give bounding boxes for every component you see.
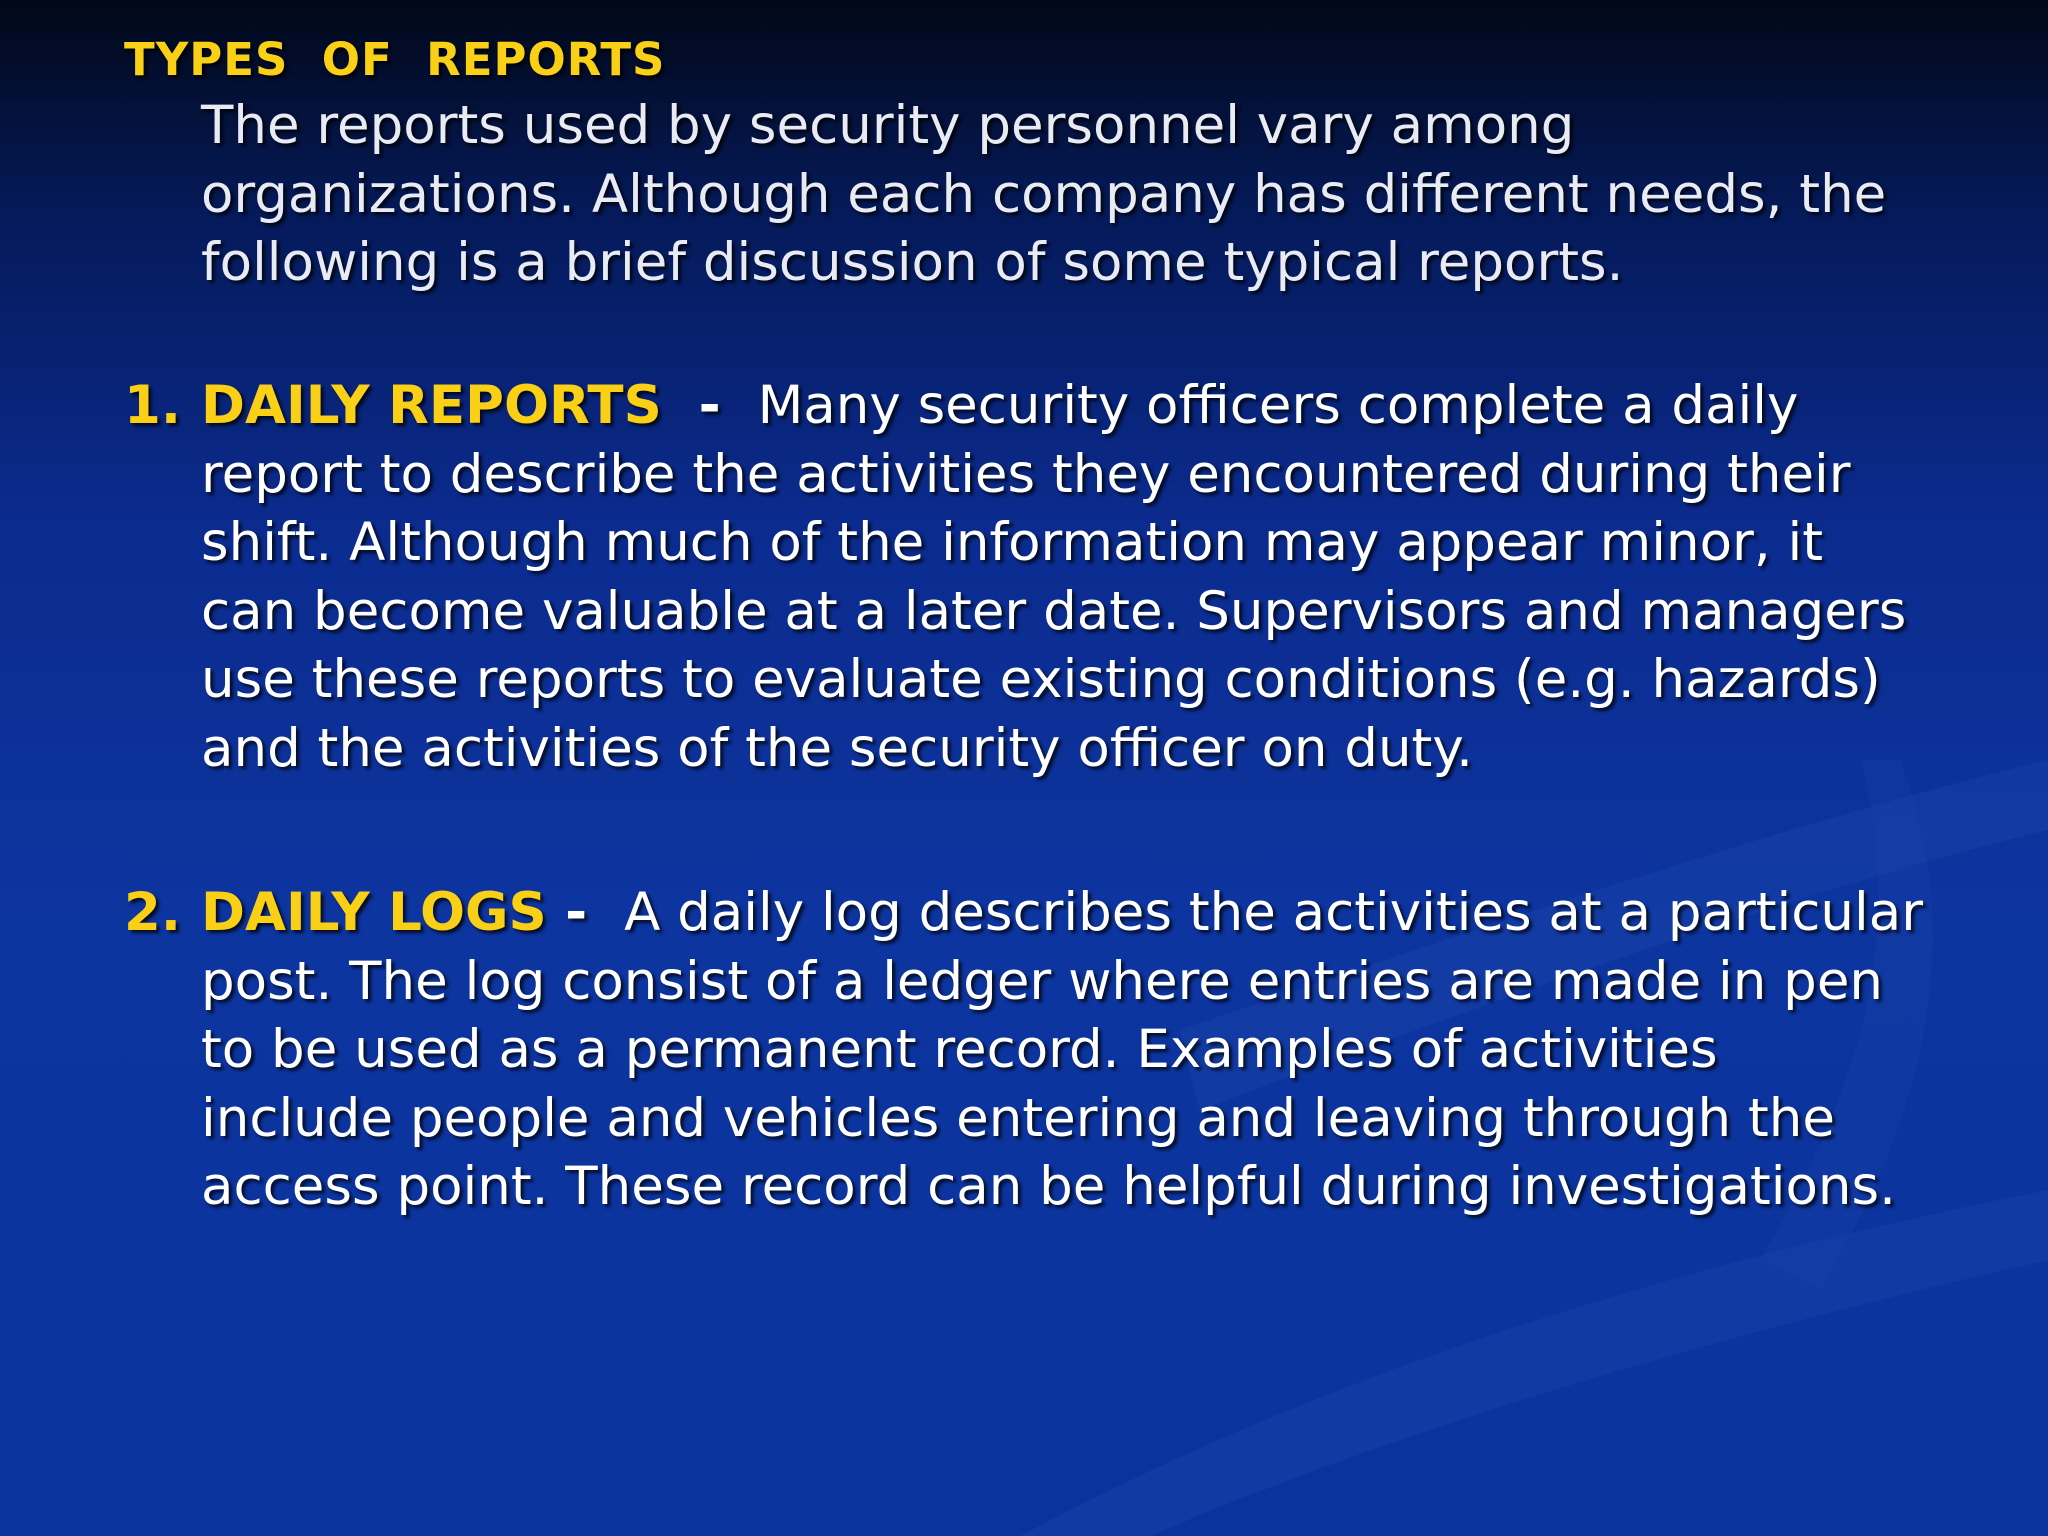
report-type-item bbox=[124, 879, 1924, 1222]
item-number: 1. bbox=[124, 375, 182, 436]
item-separator: - bbox=[546, 882, 625, 943]
item-term: DAILY LOGS bbox=[201, 882, 547, 943]
item-separator: - bbox=[661, 375, 758, 436]
item-term: DAILY REPORTS bbox=[201, 375, 662, 436]
item-description: A daily log describes the activities at a particular post. The log consist of a ledger where entries are made in pen to be used as a permanent record. Examples of activities include people and vehicles entering and leaving through the access point. These record can be helpful during investigations. bbox=[201, 882, 1924, 1217]
report-type-item bbox=[124, 372, 1924, 783]
item-body bbox=[201, 372, 1923, 783]
slide-title: TYPES OF REPORTS bbox=[124, 33, 666, 86]
item-description: Many security officers complete a daily report to describe the activities they encountered during their shift. Although much of the information may appear minor, it can become valuable at a later date. Supervisors and managers use these reports to evaluate existing conditions (e.g. hazards) and the activities of the security officer on duty. bbox=[201, 375, 1907, 779]
item-body bbox=[201, 879, 1923, 1222]
item-number: 2. bbox=[124, 882, 182, 943]
intro-paragraph: The reports used by security personnel vary among organizations. Although each company has different needs, the following is a brief discussion of some typical reports. bbox=[201, 95, 1887, 293]
